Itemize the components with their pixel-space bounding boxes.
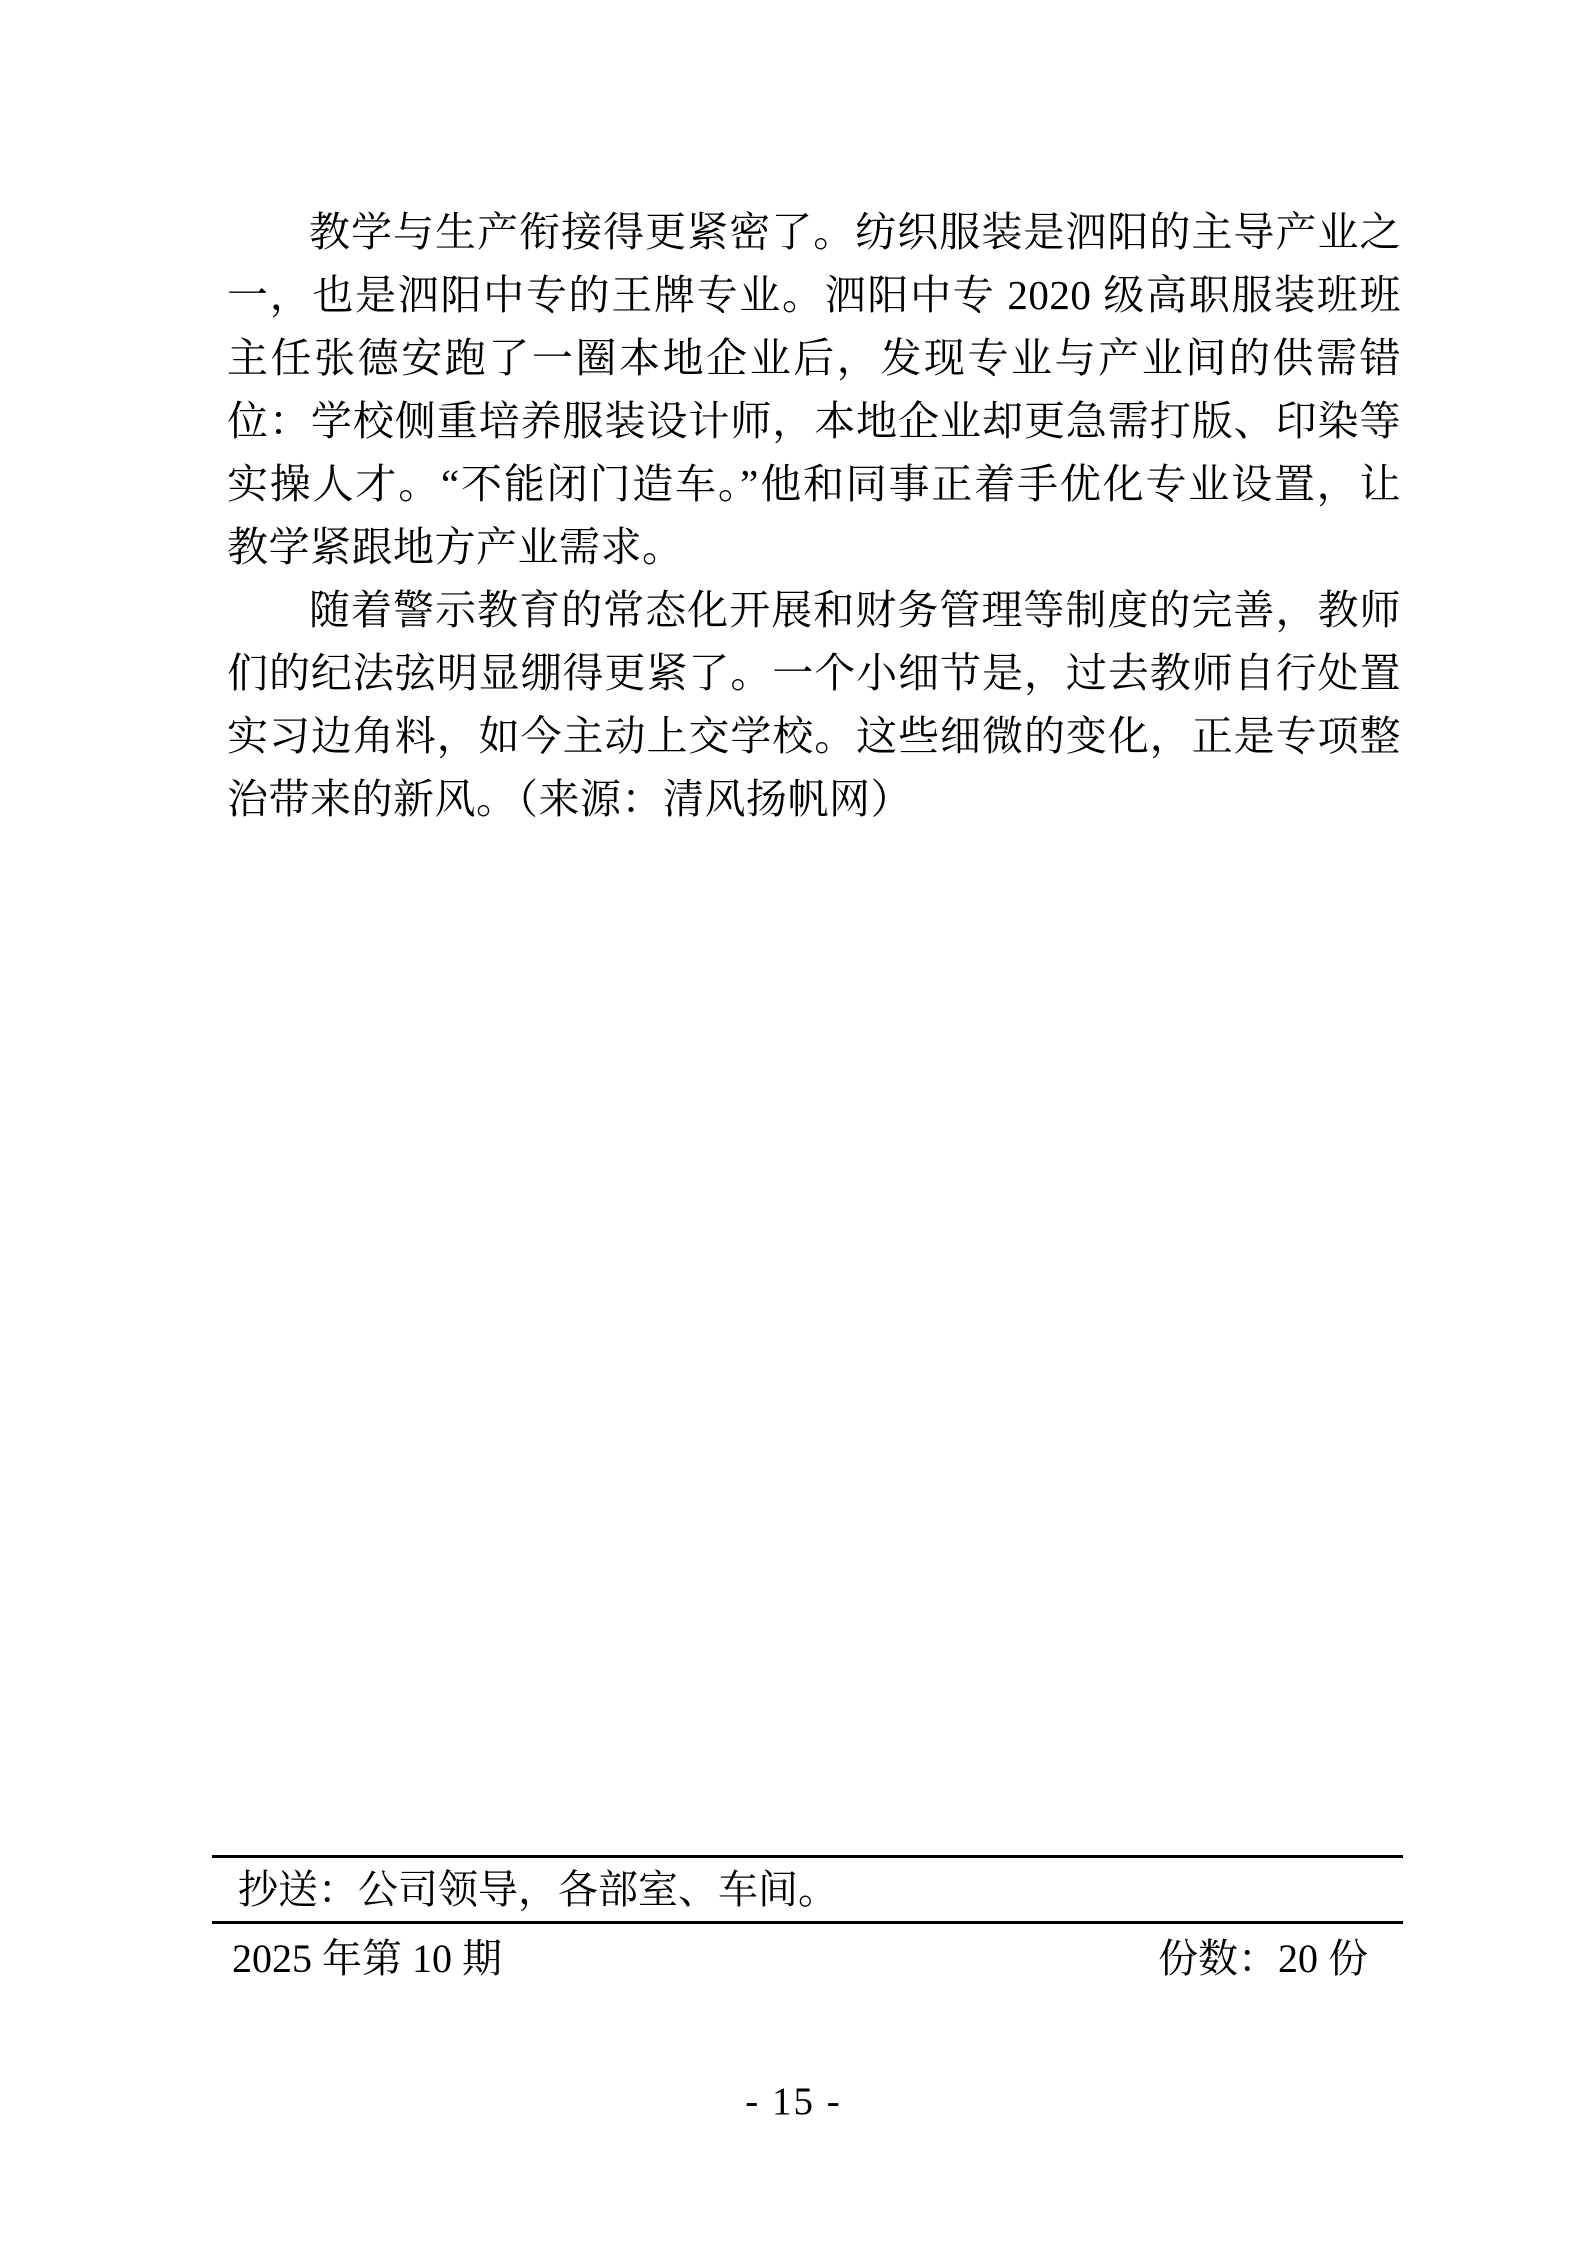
footer-rule-bottom [212,1921,1403,1924]
page-number: - 15 - [745,2080,842,2123]
footer-rule-top [212,1855,1403,1858]
issue-info-row [232,1934,1368,1984]
copy-to-line: 抄送：公司领导，各部室、车间。 [238,1867,838,1912]
issue-number: 2025 年第 10 期 [232,1936,502,1981]
copies-count: 份数：20 份 [1158,1936,1368,1981]
document-body [227,201,1401,831]
paragraph-warning-education: 随着警示教育的常态化开展和财务管理等制度的完善，教师们的纪法弦明显绷得更紧了。一个小细节是，过去教师自行处置实习边角料，如今主动上交学校。这些细微的变化，正是专项整治带来的新风。（来源：清风扬帆网） [227,587,1401,822]
paragraph-teaching-production: 教学与生产衔接得更紧密了。纺织服装是泗阳的主导产业之一，也是泗阳中专的王牌专业。泗阳中专 2020 级高职服装班班主任张德安跑了一圈本地企业后，发现专业与产业间的供需错位：学校侧重培养服装设计师，本地企业却更急需打版、印染等实操人才。“不能闭门造车。”他和同事正着手优化专业设置，让教学紧跟地方产业需求。 [227,209,1401,570]
